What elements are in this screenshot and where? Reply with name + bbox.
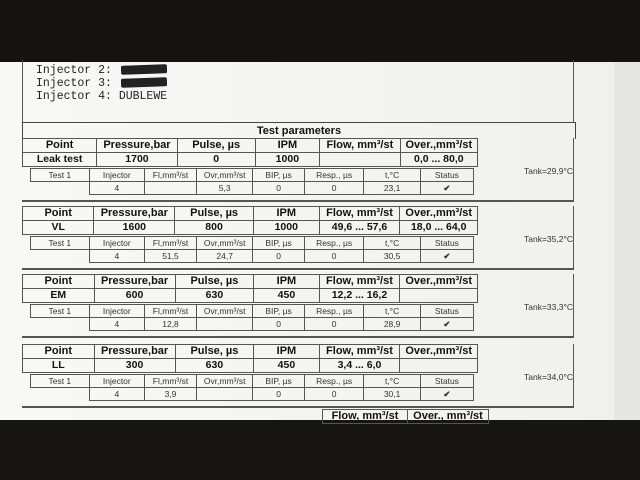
over-value <box>400 359 478 373</box>
ipm-header: IPM <box>254 275 319 289</box>
injector-value: 4 <box>89 388 144 401</box>
point-header: Point <box>23 207 94 221</box>
fl-value: 12,8 <box>144 318 196 331</box>
ovr-header: Ovr,mm³/st <box>197 237 253 250</box>
point-value: LL <box>23 359 95 373</box>
ipm-value: 1000 <box>255 153 320 167</box>
blank-cell <box>31 388 90 401</box>
pressure-header: Pressure,bar <box>94 207 175 221</box>
status-check-icon: ✔ <box>420 318 473 331</box>
section-right-border <box>573 138 574 202</box>
point-header: Point <box>23 345 95 359</box>
flow-header: Flow, mm³/st <box>323 410 408 424</box>
over-value <box>400 289 478 303</box>
injector-value: 4 <box>89 182 144 195</box>
pressure-value: 1700 <box>97 153 178 167</box>
section-divider <box>22 406 574 408</box>
over-header: Over.,mm³/st <box>400 275 478 289</box>
redacted-value <box>121 65 167 76</box>
t-header: t,°C <box>364 169 420 182</box>
pressure-value: 300 <box>94 359 175 373</box>
blank-cell <box>31 250 90 263</box>
blank-cell <box>31 318 90 331</box>
injector-label: Injector 4: <box>36 90 112 103</box>
status-check-icon: ✔ <box>420 182 473 195</box>
fl-header: Fl,mm³/st <box>144 305 196 318</box>
partial-header <box>322 409 489 424</box>
section-divider <box>22 268 574 270</box>
tank-temperature: Tank=29,9°C <box>524 166 573 176</box>
over-value: 0,0 ... 80,0 <box>400 153 477 167</box>
resp-value: 0 <box>304 250 364 263</box>
resp-value: 0 <box>304 388 364 401</box>
bip-value: 0 <box>253 250 304 263</box>
point-header: Point <box>23 139 97 153</box>
section-right-border <box>573 344 574 408</box>
ipm-header: IPM <box>253 207 319 221</box>
t-value: 30,5 <box>364 250 420 263</box>
bip-value: 0 <box>253 182 304 195</box>
injector-line <box>36 64 167 77</box>
ovr-value: 24,7 <box>197 250 253 263</box>
test-label: Test 1 <box>31 305 90 318</box>
status-header: Status <box>420 375 473 388</box>
injector-header: Injector <box>89 375 144 388</box>
t-value: 28,9 <box>364 318 420 331</box>
over-header: Over.,mm³/st <box>400 207 478 221</box>
resp-header: Resp., µs <box>304 375 364 388</box>
injector-header: Injector <box>89 305 144 318</box>
injector-label: Injector 2: <box>36 64 112 77</box>
pressure-header: Pressure,bar <box>97 139 178 153</box>
pressure-value: 600 <box>94 289 175 303</box>
resp-header: Resp., µs <box>304 169 364 182</box>
resp-header: Resp., µs <box>304 305 364 318</box>
fl-value: 51,5 <box>144 250 196 263</box>
tank-temperature: Tank=33,3°C <box>524 302 573 312</box>
pulse-header: Pulse, µs <box>177 139 255 153</box>
fl-value <box>144 182 196 195</box>
fl-header: Fl,mm³/st <box>144 237 196 250</box>
parameter-table <box>22 344 478 373</box>
injector-line <box>36 90 167 103</box>
over-header: Over.,mm³/st <box>400 139 477 153</box>
pulse-header: Pulse, µs <box>175 345 254 359</box>
bip-value: 0 <box>253 318 304 331</box>
bip-header: BIP, µs <box>253 237 304 250</box>
ipm-header: IPM <box>255 139 320 153</box>
parameter-table <box>22 138 478 167</box>
background-top <box>0 0 640 62</box>
ovr-header: Ovr,mm³/st <box>197 375 253 388</box>
resp-header: Resp., µs <box>304 237 364 250</box>
paper-edge <box>614 62 640 420</box>
ovr-header: Ovr,mm³/st <box>197 305 253 318</box>
pulse-value: 630 <box>175 359 254 373</box>
bip-value: 0 <box>253 388 304 401</box>
redacted-value <box>121 78 167 89</box>
point-value: Leak test <box>23 153 97 167</box>
bip-header: BIP, µs <box>253 169 304 182</box>
section-divider <box>22 336 574 338</box>
tank-temperature: Tank=34,0°C <box>524 372 573 382</box>
ovr-value: 5,3 <box>197 182 253 195</box>
status-check-icon: ✔ <box>420 388 473 401</box>
flow-value <box>320 153 400 167</box>
pulse-value: 800 <box>175 221 254 235</box>
parameter-table <box>22 206 478 235</box>
pulse-header: Pulse, µs <box>175 275 254 289</box>
blank-cell <box>31 182 90 195</box>
pulse-value: 630 <box>175 289 254 303</box>
injector-value: 4 <box>89 318 144 331</box>
section-divider <box>22 200 574 202</box>
ovr-value <box>197 318 253 331</box>
pressure-header: Pressure,bar <box>94 345 175 359</box>
ipm-value: 450 <box>254 359 319 373</box>
test-label: Test 1 <box>31 375 90 388</box>
injector-value: 4 <box>89 250 144 263</box>
flow-header: Flow, mm³/st <box>320 139 400 153</box>
status-header: Status <box>420 169 473 182</box>
flow-value: 12,2 ... 16,2 <box>319 289 400 303</box>
t-value: 23,1 <box>364 182 420 195</box>
flow-header: Flow, mm³/st <box>319 275 400 289</box>
status-header: Status <box>420 237 473 250</box>
ipm-header: IPM <box>254 345 319 359</box>
ipm-value: 1000 <box>253 221 319 235</box>
t-header: t,°C <box>364 237 420 250</box>
ovr-value <box>197 388 253 401</box>
section-right-border <box>573 274 574 338</box>
status-header: Status <box>420 305 473 318</box>
pulse-value: 0 <box>177 153 255 167</box>
ipm-value: 450 <box>254 289 319 303</box>
background-bottom <box>0 420 640 480</box>
flow-header: Flow, mm³/st <box>319 207 400 221</box>
resp-value: 0 <box>304 182 364 195</box>
status-check-icon: ✔ <box>420 250 473 263</box>
over-value: 18,0 ... 64,0 <box>400 221 478 235</box>
injector-label: Injector 3: <box>36 77 112 90</box>
bip-header: BIP, µs <box>253 305 304 318</box>
tank-temperature: Tank=35,2°C <box>524 234 573 244</box>
over-header: Over., mm³/st <box>408 410 489 424</box>
bip-header: BIP, µs <box>253 375 304 388</box>
ovr-header: Ovr,mm³/st <box>197 169 253 182</box>
injector-line <box>36 77 167 90</box>
fl-header: Fl,mm³/st <box>144 375 196 388</box>
flow-value: 3,4 ... 6,0 <box>319 359 400 373</box>
pressure-header: Pressure,bar <box>94 275 175 289</box>
point-value: VL <box>23 221 94 235</box>
over-header: Over.,mm³/st <box>400 345 478 359</box>
t-header: t,°C <box>364 375 420 388</box>
table-title: Test parameters <box>22 122 576 139</box>
result-table <box>30 236 474 263</box>
point-header: Point <box>23 275 95 289</box>
point-value: EM <box>23 289 95 303</box>
pressure-value: 1600 <box>94 221 175 235</box>
result-table <box>30 168 474 195</box>
fl-value: 3,9 <box>144 388 196 401</box>
pulse-header: Pulse, µs <box>175 207 254 221</box>
injector-header: Injector <box>89 237 144 250</box>
parameter-table <box>22 274 478 303</box>
injector-header: Injector <box>89 169 144 182</box>
result-table <box>30 304 474 331</box>
t-value: 30,1 <box>364 388 420 401</box>
flow-value: 49,6 ... 57,6 <box>319 221 400 235</box>
flow-header: Flow, mm³/st <box>319 345 400 359</box>
result-table <box>30 374 474 401</box>
test-label: Test 1 <box>31 169 90 182</box>
injector-list <box>36 64 167 103</box>
test-label: Test 1 <box>31 237 90 250</box>
injector-value: DUBLEWE <box>118 90 168 103</box>
resp-value: 0 <box>304 318 364 331</box>
fl-header: Fl,mm³/st <box>144 169 196 182</box>
t-header: t,°C <box>364 305 420 318</box>
section-right-border <box>573 206 574 270</box>
